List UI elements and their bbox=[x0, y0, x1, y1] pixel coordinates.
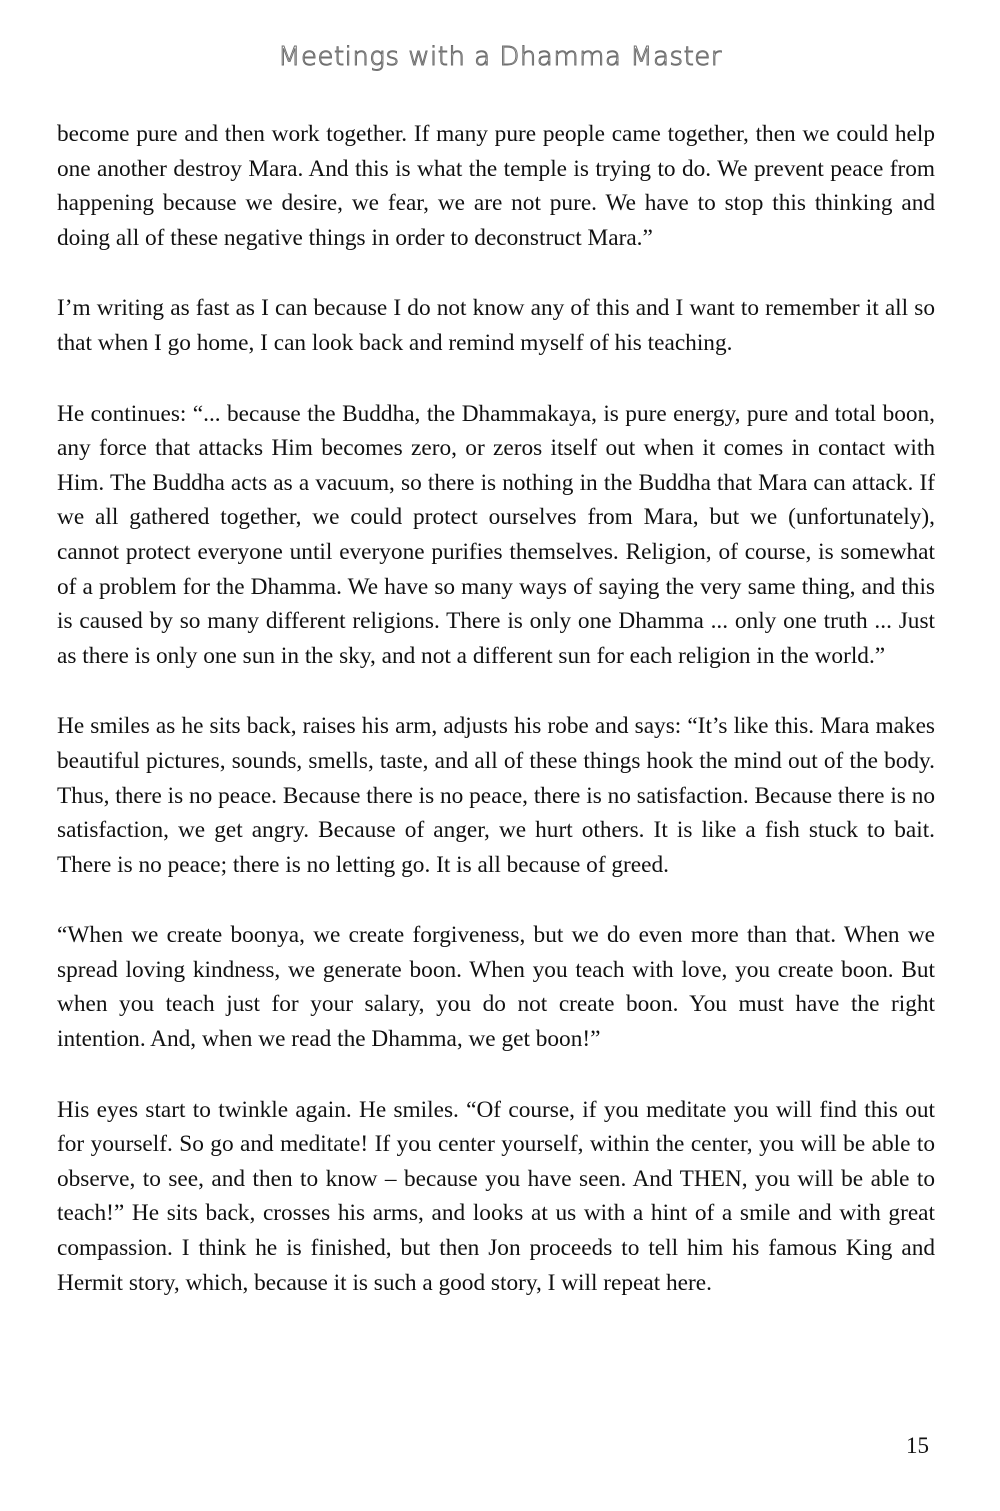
running-header-title: Meetings with a Dhamma Master bbox=[278, 42, 722, 72]
page-number: 15 bbox=[906, 1433, 929, 1458]
body-text bbox=[57, 117, 935, 1336]
paragraph: He smiles as he sits back, raises his arm, adjusts his robe and says: “It’s like this. Mara makes beautiful pictures, sounds, smells, taste, and all of these things hook the mind out of the body. Thus, there is no peace. Because there is no peace, there is no satisfaction. Because there is no satisfaction, we get angry. Because of anger, we hurt others. It is like a fish stuck to bait. There is no peace; there is no letting go. It is all because of greed. bbox=[57, 713, 935, 878]
paragraph: He continues: “... because the Buddha, the Dhammakaya, is pure energy, pure and total boon, any force that attacks Him becomes zero, or zeros itself out when it comes in contact with Him. The Buddha acts as a vacuum, so there is nothing in the Buddha that Mara can attack. If we all gathered together, we could protect ourselves from Mara, but we (unfortunately), cannot protect everyone until everyone purifies themselves. Religion, of course, is somewhat of a problem for the Dhamma. We have so many ways of saying the very same thing, and this is caused by so many different religions. There is only one Dhamma ... only one truth ... Just as there is only one sun in the sky, and not a different sun for each religion in the world.” bbox=[57, 400, 935, 669]
paragraph: His eyes start to twinkle again. He smiles. “Of course, if you meditate you will find this out for yourself. So go and meditate! If you center yourself, within the center, you will be able to observe, to see, and then to know – because you have seen. And THEN, you will be able to teach!” He sits back, crosses his arms, and looks at us with a hint of a smile and with great compassion. I think he is finished, but then Jon proceeds to tell him his famous King and Hermit story, which, because it is such a good story, I will repeat here. bbox=[57, 1096, 935, 1296]
paragraph: “When we create boonya, we create forgiveness, but we do even more than that. When we spread loving kindness, we generate boon. When you teach with love, you create boon. But when you teach just for your salary, you do not create boon. You must have the right intention. And, when we read the Dhamma, we get boon!” bbox=[57, 922, 935, 1053]
paragraph: I’m writing as fast as I can because I do not know any of this and I want to remember it all so that when I go home, I can look back and remind myself of his teaching. bbox=[57, 295, 935, 356]
paragraph: become pure and then work together. If many pure people came together, then we could help one another destroy Mara. And this is what the temple is trying to do. We prevent peace from happening because we desire, we fear, we are not pure. We have to stop this thinking and doing all of these negative things in order to deconstruct Mara.” bbox=[57, 121, 935, 251]
